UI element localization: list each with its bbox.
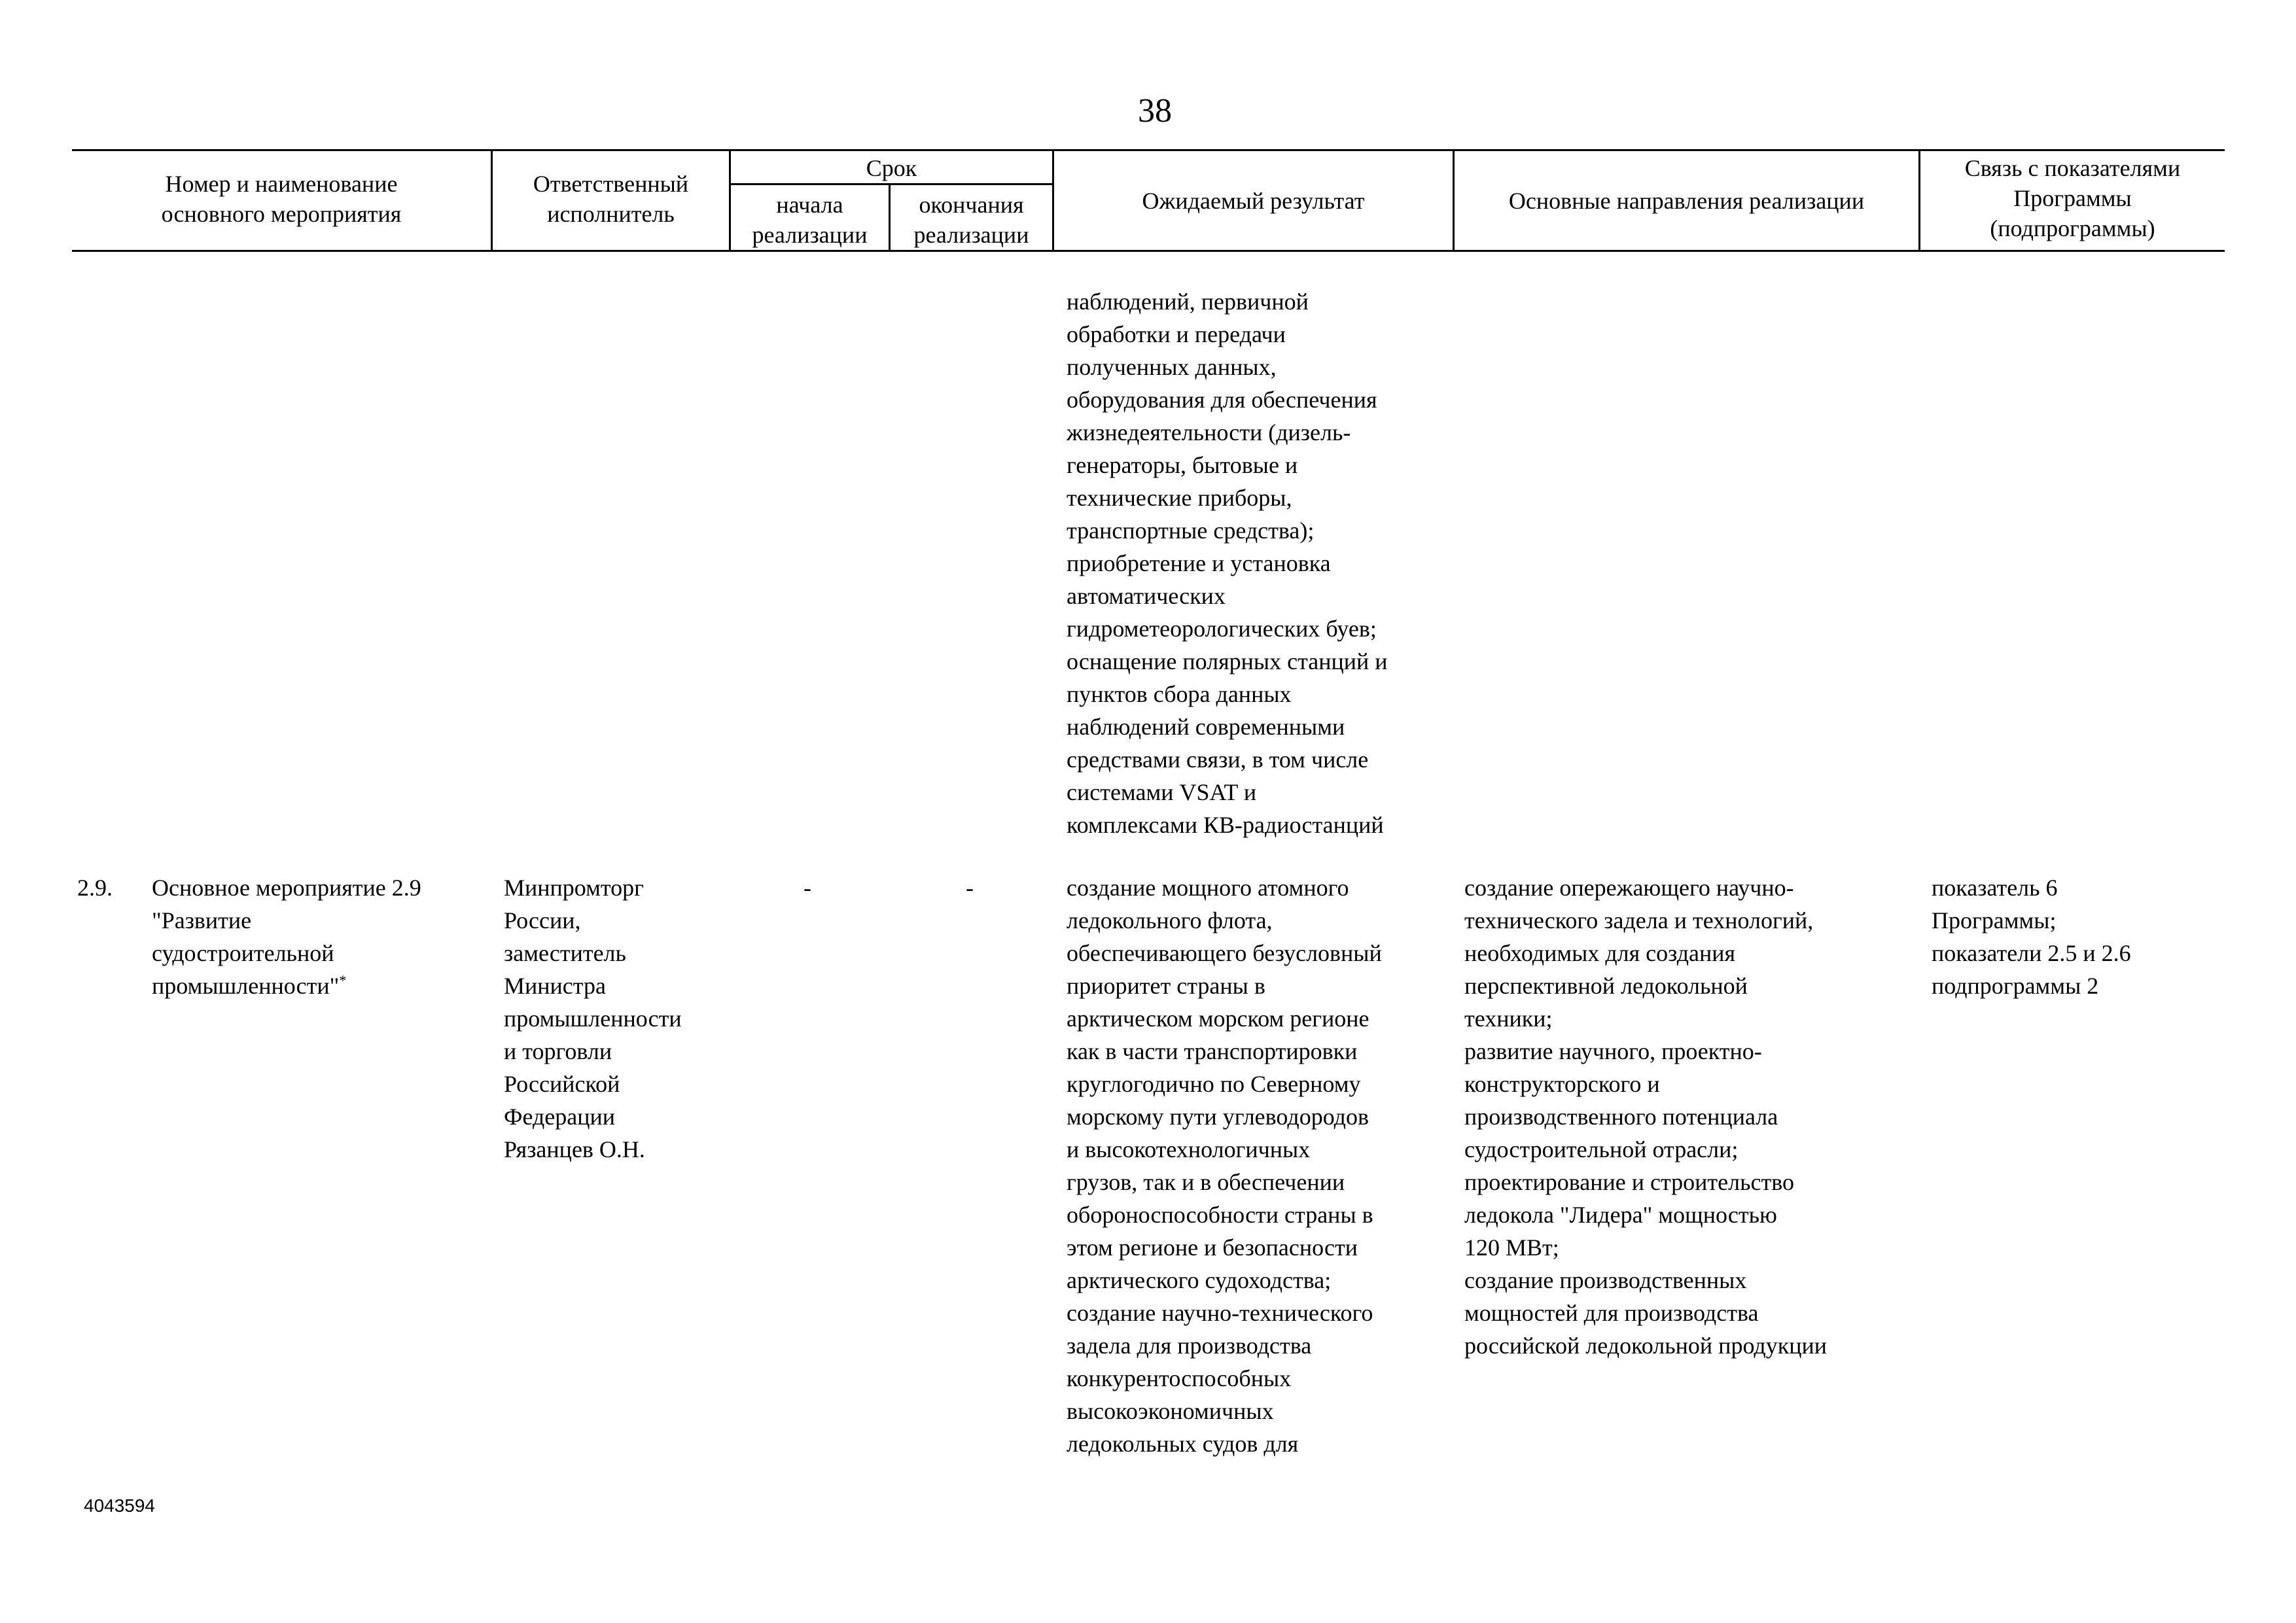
- page-number: 38: [1138, 92, 1172, 130]
- row-2-9-end: -: [966, 875, 974, 901]
- table-header-bottom-rule: [72, 250, 2225, 252]
- row-2-9-number: 2.9.: [77, 875, 113, 901]
- row-2-9-footnote-mark: *: [339, 972, 347, 988]
- continuation-result-text: наблюдений, первичной обработки и передачи полученных данных, оборудования для обеспечения жизнедеятельности (дизель- генераторы, бытовые и технические приборы, транспортные средства); приобретение и установка автоматических гидрометеорологических буев; оснащение полярных станций и пунктов сбора данных наблюдений современными средствами связи, в том числе системами VSAT и комплексами КВ-радиостанций: [1067, 288, 1388, 838]
- row-2-9-responsible: Минпромторг России, заместитель Министра промышленности и торговли Российской Федерации Рязанцев О.Н.: [504, 875, 682, 1162]
- header-responsible: Ответственный исполнитель: [533, 171, 689, 227]
- header-number-name: Номер и наименование основного мероприятия: [161, 171, 402, 227]
- row-2-9-link: показатель 6 Программы; показатели 2.5 и 2.6 подпрограммы 2: [1932, 875, 2131, 999]
- header-term: Срок: [866, 155, 917, 181]
- header-directions: Основные направления реализации: [1508, 188, 1865, 214]
- header-term-end: окончания реализации: [913, 192, 1029, 248]
- table-top-rule: [72, 149, 2225, 151]
- row-2-9-start: -: [804, 875, 811, 901]
- term-subheader-rule: [729, 183, 1052, 185]
- document-id: 4043594: [84, 1495, 156, 1516]
- header-term-start: начала реализации: [752, 192, 868, 248]
- row-2-9-directions: создание опережающего научно- технического задела и технологий, необходимых для создания перспективной ледокольной техники; развитие научного, проектно- конструкторского и производственного потенциала судостроительной отрасли; проектирование и строительство ледокола "Лидера" мощностью 120 МВт; создание производственных мощностей для производства российской ледокольной продукции: [1464, 875, 1828, 1359]
- row-2-9-name: [152, 871, 421, 1002]
- row-2-9-result: создание мощного атомного ледокольного флота, обеспечивающего безусловный приоритет страны в арктическом морском регионе как в части транспортировки круглогодично по Северному морскому пути углеводородов и высокотехнологичных грузов, так и в обеспечении обороноспособности страны в этом регионе и безопасности арктического судоходства; создание научно-технического задела для производства конкурентоспособных высокоэкономичных ледокольных судов для: [1067, 875, 1382, 1457]
- header-link: Связь с показателями Программы (подпрограммы): [1964, 155, 2181, 241]
- row-2-9-name-text: Основное мероприятие 2.9 "Развитие судостроительной промышленности": [152, 875, 421, 999]
- header-result: Ожидаемый результат: [1142, 188, 1365, 214]
